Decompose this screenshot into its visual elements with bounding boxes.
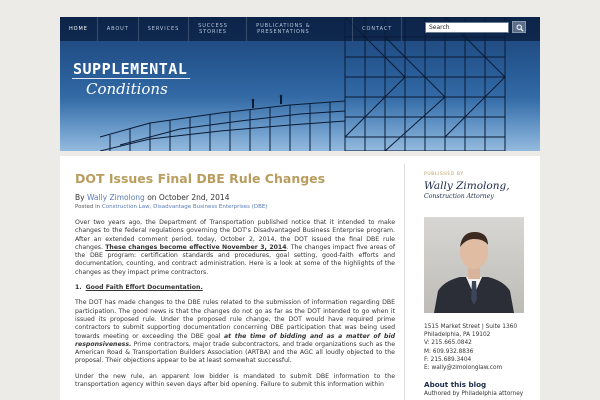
author-photo xyxy=(424,217,524,313)
search-icon xyxy=(516,24,524,32)
main-nav xyxy=(60,17,402,41)
phone-fax: F: 215.689.3404 xyxy=(424,356,472,363)
post-article xyxy=(75,171,395,396)
category-links[interactable]: Construction Law, Disadvantage Business Enterprises (DBE) xyxy=(101,204,268,210)
author-portrait-illustration xyxy=(424,217,524,313)
paragraph: The DOT has made changes to the DBE rules related to the submission of information regarding DBE participation. The good news is that the changes do not go as far as the DOT intended to go when it issued its proposed rule. Under the proposed rule change, the DOT would have required prime contractors to submit supporting documentation concerning DBE participation that was being used towards meeting or exceeding the DBE goal at the time of bidding and as a matter of bid responsiveness. Prime contractors, major trade subcontractors, and trade organizations such as the American Road & Transportation Builders Association (ARTBA) and the AGC all loudly objected to the proposal. Their objections appear to be at least somewhat successful. xyxy=(75,299,396,365)
address-line-1: 1515 Market Street | Suite 1360 xyxy=(424,324,518,330)
sidebar xyxy=(424,172,532,398)
nav-home[interactable]: HOME xyxy=(60,17,98,41)
post-date: on October 2nd, 2014 xyxy=(147,193,230,202)
content-area xyxy=(60,156,540,400)
post-title[interactable]: DOT Issues Final DBE Rule Changes xyxy=(75,171,326,186)
about-blog-heading: About this blog xyxy=(424,380,487,390)
paragraph: Under the new rule, an apparent low bidder is mandated to submit DBE information to the transportation agency within seven days after bid opening. Failure to submit this information within xyxy=(75,372,395,389)
sidebar-divider xyxy=(404,164,405,400)
contact-info xyxy=(424,323,532,372)
post-body xyxy=(75,219,395,389)
nav-contact[interactable]: CONTACT xyxy=(353,17,402,41)
posted-in-label: Posted in xyxy=(75,204,101,210)
email-address[interactable]: E: wally@zimolonglaw.com xyxy=(424,365,503,372)
post-byline xyxy=(75,193,395,203)
logo-divider xyxy=(72,78,190,79)
address-line-2: Philadelphia, PA 19102 xyxy=(424,332,491,339)
search-button[interactable] xyxy=(512,21,526,33)
section-heading: 1. Good Faith Effort Documentation. xyxy=(75,284,203,292)
post-categories xyxy=(75,203,395,211)
published-by-label: PUBLISHED BY xyxy=(424,172,464,177)
byline-prefix: By xyxy=(75,193,85,202)
phone-voice: V: 215.665.0842 xyxy=(424,340,472,347)
phone-mobile: M: 609.932.8836 xyxy=(424,348,474,355)
nav-publications[interactable]: PUBLICATIONS & PRESENTATIONS xyxy=(247,17,353,41)
nav-services[interactable]: SERVICES xyxy=(139,17,189,41)
search-input[interactable]: Search xyxy=(425,22,509,33)
about-blog-text: Authored by Philadelphia attorney xyxy=(424,391,524,398)
site-logo-subtitle[interactable]: Conditions xyxy=(86,80,168,98)
nav-success-stories[interactable]: SUCCESS STORIES xyxy=(189,17,247,41)
site-logo-title[interactable]: SUPPLEMENTAL xyxy=(73,60,188,78)
header-banner xyxy=(60,17,540,151)
author-link[interactable]: Wally Zimolong xyxy=(86,193,145,202)
sidebar-author-title: Construction Attorney xyxy=(424,193,494,200)
sidebar-author-name: Wally Zimolong, xyxy=(424,180,510,192)
effective-date-highlight: These changes become effective November 3, 2014 xyxy=(105,243,287,251)
paragraph: Over two years ago, the Department of Transportation published notice that it intended to make changes to the federal regulations governing the DOT's Disadvantaged Business Enterprise program. After an extended comment period, today, October 2, 2014, the DOT issued the final DBE rule changes. These changes become effective November 3, 2014. The changes impact five areas of the DBE program: certification standards and procedures, goal setting, good-faith efforts and documentation, counting, and contract administration. Here is a look at some of the highlights of the changes as they impact prime contractors. xyxy=(75,219,395,276)
nav-about[interactable]: ABOUT xyxy=(98,17,139,41)
